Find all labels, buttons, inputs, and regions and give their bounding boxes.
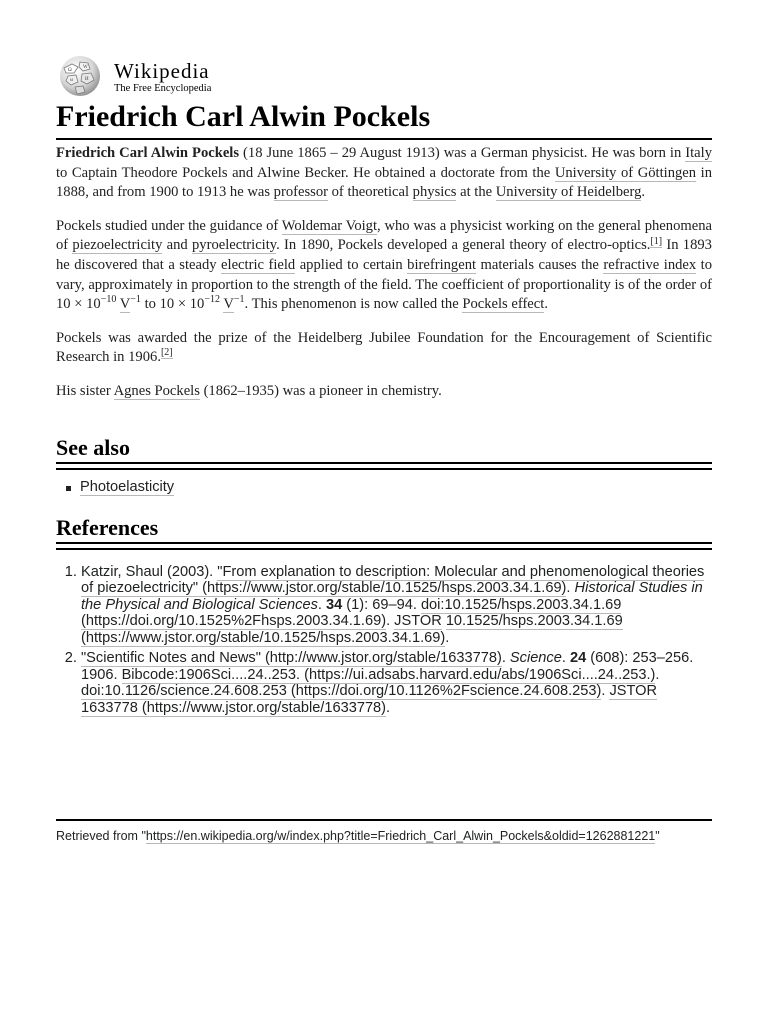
page-title: Friedrich Carl Alwin Pockels <box>56 99 712 140</box>
svg-text:W: W <box>83 65 88 70</box>
text: . <box>445 629 450 646</box>
footer-divider <box>56 819 712 821</box>
link-piezoelectricity[interactable]: piezoelectricity <box>72 237 163 254</box>
link-italy[interactable]: Italy <box>685 145 712 161</box>
text: . <box>386 613 395 630</box>
text: to Captain Theodore Pockels and Alwine Becker. He obtained a doctorate from the <box>56 164 555 181</box>
award-paragraph <box>56 329 712 368</box>
references-list <box>56 564 712 717</box>
bibcode-link[interactable]: Bibcode:1906Sci....24..253. (https://ui.adsabs.harvard.edu/abs/1906Sci....24..253.) <box>121 666 656 683</box>
text: . In 1890, Pockels developed a general theory of electro-optics. <box>276 237 651 254</box>
text: (18 June 1865 – 29 August 1913) was a German physicist. He was born in <box>239 145 686 161</box>
volume: 34 <box>326 596 343 613</box>
exponent: −12 <box>204 294 220 306</box>
link-refractive-index[interactable]: refractive index <box>603 256 697 273</box>
jstor-label-link[interactable]: JSTOR <box>609 683 658 700</box>
svg-text:Ω: Ω <box>68 68 72 73</box>
reference-title-link[interactable]: "From explanation to description: Molecular and phenomenological theories of piezoelectricity" (https://www.jstor.org/stable/10.1525/hsps.2003.34.1.69) <box>81 563 705 597</box>
list-item <box>80 478 712 497</box>
reference-item <box>81 650 712 716</box>
text: and <box>162 237 192 254</box>
career-paragraph <box>56 217 712 315</box>
link-birefringent[interactable]: birefringent <box>407 256 477 273</box>
text: materials causes the <box>476 256 604 273</box>
text: " <box>655 829 660 843</box>
wikipedia-tagline: The Free Encyclopedia <box>114 82 212 94</box>
divider <box>56 468 712 470</box>
journal-name: Science <box>509 650 562 667</box>
text: . <box>501 650 510 667</box>
text: In 1893 he discovered that a steady <box>56 237 712 273</box>
text: . <box>641 184 646 201</box>
see-also-section <box>56 434 712 497</box>
text: (1862–1935) was a pioneer in chemistry. <box>199 382 442 399</box>
doi-label-link[interactable]: doi <box>81 683 101 700</box>
citation-1[interactable]: [1] <box>650 235 663 247</box>
text: . <box>566 580 575 597</box>
jstor-link[interactable]: 10.1525/hsps.2003.34.1.69 (https://www.jstor.org/stable/10.1525/hsps.2003.34.1.69) <box>81 613 623 646</box>
text: in 1888, and from 1900 to 1913 he was <box>56 164 713 201</box>
exponent: −1 <box>130 294 141 306</box>
link-university-of-gottingen[interactable]: University of Göttingen <box>554 164 697 181</box>
link-volt-unit[interactable]: V <box>119 296 131 313</box>
references-section <box>56 514 712 717</box>
family-paragraph <box>56 382 712 402</box>
volume: 24 <box>569 650 587 667</box>
link-agnes-pockels[interactable]: Agnes Pockels <box>113 382 200 399</box>
doi-link[interactable]: doi:10.1525/hsps.2003.34.1.69 (https://doi.org/10.1525%2Fhsps.2003.34.1.69) <box>81 596 622 630</box>
text: . <box>386 699 391 716</box>
text: of theoretical <box>327 184 413 201</box>
text: . <box>655 666 660 683</box>
link-university-of-heidelberg[interactable]: University of Heidelberg <box>495 184 642 201</box>
text: . <box>317 596 326 613</box>
link-physics[interactable]: physics <box>412 184 457 201</box>
text: . This phenomenon is now called the <box>244 296 463 313</box>
text: Pockels was awarded the prize of the Heidelberg Jubilee Foundation for the Encouragement of Scientific Research in 1906. <box>56 329 712 366</box>
text: . <box>561 650 570 667</box>
text: . <box>544 296 548 313</box>
link-photoelasticity[interactable]: Photoelasticity <box>80 478 175 495</box>
text: His sister <box>56 382 114 399</box>
see-also-heading: See also <box>56 434 130 460</box>
text: Retrieved from " <box>56 829 146 843</box>
intro-paragraph <box>56 144 712 203</box>
wikipedia-globe-icon <box>56 54 104 98</box>
wikipedia-wordmark: Wikipedia <box>114 58 210 83</box>
doi-link[interactable]: :10.1126/science.24.608.253 (https://doi.org/10.1126%2Fscience.24.608.253) <box>100 683 602 700</box>
divider <box>56 548 712 550</box>
svg-text:ω: ω <box>70 78 74 83</box>
text: . <box>601 683 610 700</box>
article-page <box>56 54 712 716</box>
link-electric-field[interactable]: electric field <box>221 256 296 273</box>
text: at the <box>456 184 496 201</box>
text: (1): 69–94. <box>342 596 421 613</box>
reference-title-link[interactable]: "Scientific Notes and News" (http://www.jstor.org/stable/1633778) <box>81 650 502 667</box>
subject-name: Friedrich Carl Alwin Pockels <box>56 145 240 161</box>
exponent: −1 <box>233 294 245 306</box>
link-woldemar-voigt[interactable]: Woldemar Voigt <box>281 217 378 234</box>
text: (608): 253–256. 1906. <box>81 650 694 683</box>
citation-2[interactable]: [2] <box>160 347 173 359</box>
link-professor[interactable]: professor <box>273 184 328 201</box>
jstor-label-link[interactable]: JSTOR <box>394 613 442 630</box>
reference-item <box>81 564 712 647</box>
text: applied to certain <box>295 256 408 273</box>
journal-name: Historical Studies in the Physical and Biological Sciences <box>81 580 703 613</box>
exponent: −10 <box>100 294 117 306</box>
text: , who was a physicist working on the general phenomena of <box>56 217 712 254</box>
link-pockels-effect[interactable]: Pockels effect <box>462 296 545 313</box>
text: Katzir, Shaul (2003). <box>81 563 218 580</box>
references-heading: References <box>56 514 159 540</box>
wikipedia-logo[interactable] <box>56 54 712 98</box>
permanent-link[interactable]: https://en.wikipedia.org/w/index.php?title=Friedrich_Carl_Alwin_Pockels&oldid=1262881221 <box>145 829 656 843</box>
jstor-link[interactable]: 1633778 (https://www.jstor.org/stable/1633778) <box>81 699 387 716</box>
link-volt-unit[interactable]: V <box>223 296 234 313</box>
see-also-list <box>56 478 712 497</box>
text: Pockels studied under the guidance of <box>56 217 282 234</box>
retrieved-from <box>56 828 756 844</box>
text: to vary, approximately in proportion to the strength of the field. The coefficient of proportionality is of the order of 10 × 10 <box>56 256 713 313</box>
text: to 10 × 10 <box>140 296 205 313</box>
svg-text:И: И <box>85 77 89 82</box>
link-pyroelectricity[interactable]: pyroelectricity <box>191 237 277 254</box>
